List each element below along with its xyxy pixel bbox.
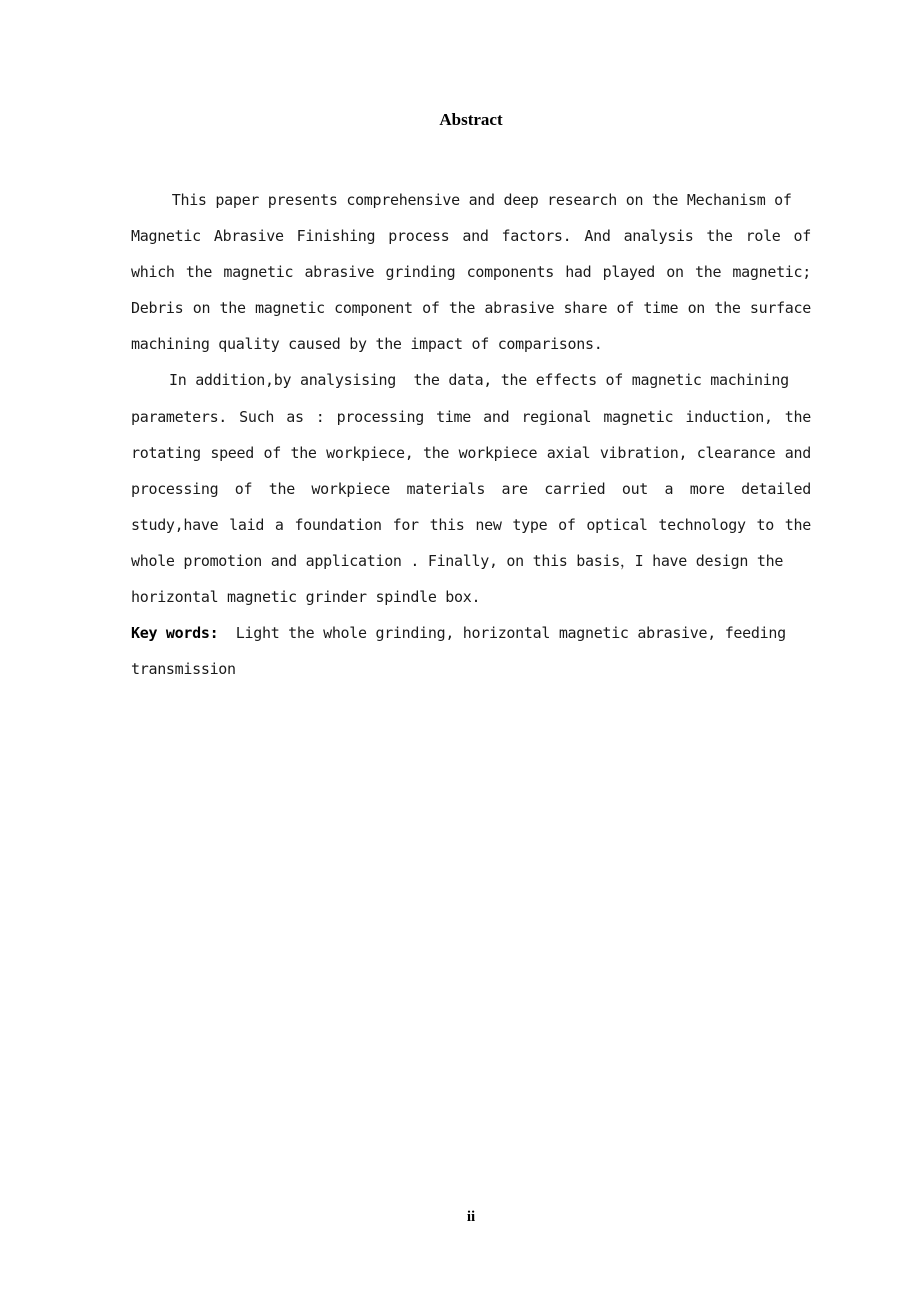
- abstract-body: [131, 186, 811, 691]
- keywords-text: Light the whole grinding, horizontal magnetic abrasive, feeding: [218, 624, 786, 643]
- keywords-label: Key words:: [131, 624, 219, 643]
- paragraph-1-line: which the magnetic abrasive grinding components had played on the magnetic;: [131, 263, 811, 282]
- paragraph-2-line: processing of the workpiece materials are carried out a more detailed: [131, 479, 811, 498]
- paragraph-2-line: horizontal magnetic grinder spindle box.: [131, 588, 481, 607]
- paragraph-1-line: Debris on the magnetic component of the abrasive share of time on the surface: [131, 299, 811, 318]
- keywords-line: [131, 619, 811, 655]
- paragraph-2-line: parameters. Such as : processing time and regional magnetic induction, the: [131, 407, 811, 426]
- abstract-title: Abstract: [439, 110, 503, 129]
- paragraph-1-line: machining quality caused by the impact of comparisons.: [131, 335, 603, 354]
- paragraph-1-line: This paper presents comprehensive and deep research on the Mechanism of: [163, 191, 792, 209]
- paragraph-2-line: study,have laid a foundation for this new type of optical technology to the: [131, 515, 811, 534]
- paragraph-2-line: whole promotion and application . Finally, on this basis，I have design the: [131, 551, 784, 570]
- page-number: ii: [466, 1209, 476, 1225]
- paragraph-1-line: Magnetic Abrasive Finishing process and factors. And analysis the role of: [131, 227, 811, 246]
- paragraph-2-line: rotating speed of the workpiece, the workpiece axial vibration, clearance and: [131, 443, 811, 462]
- keywords-continuation: transmission: [131, 660, 236, 679]
- paragraph-2-line: In addition,by analysising the data, the effects of magnetic machining: [169, 371, 789, 390]
